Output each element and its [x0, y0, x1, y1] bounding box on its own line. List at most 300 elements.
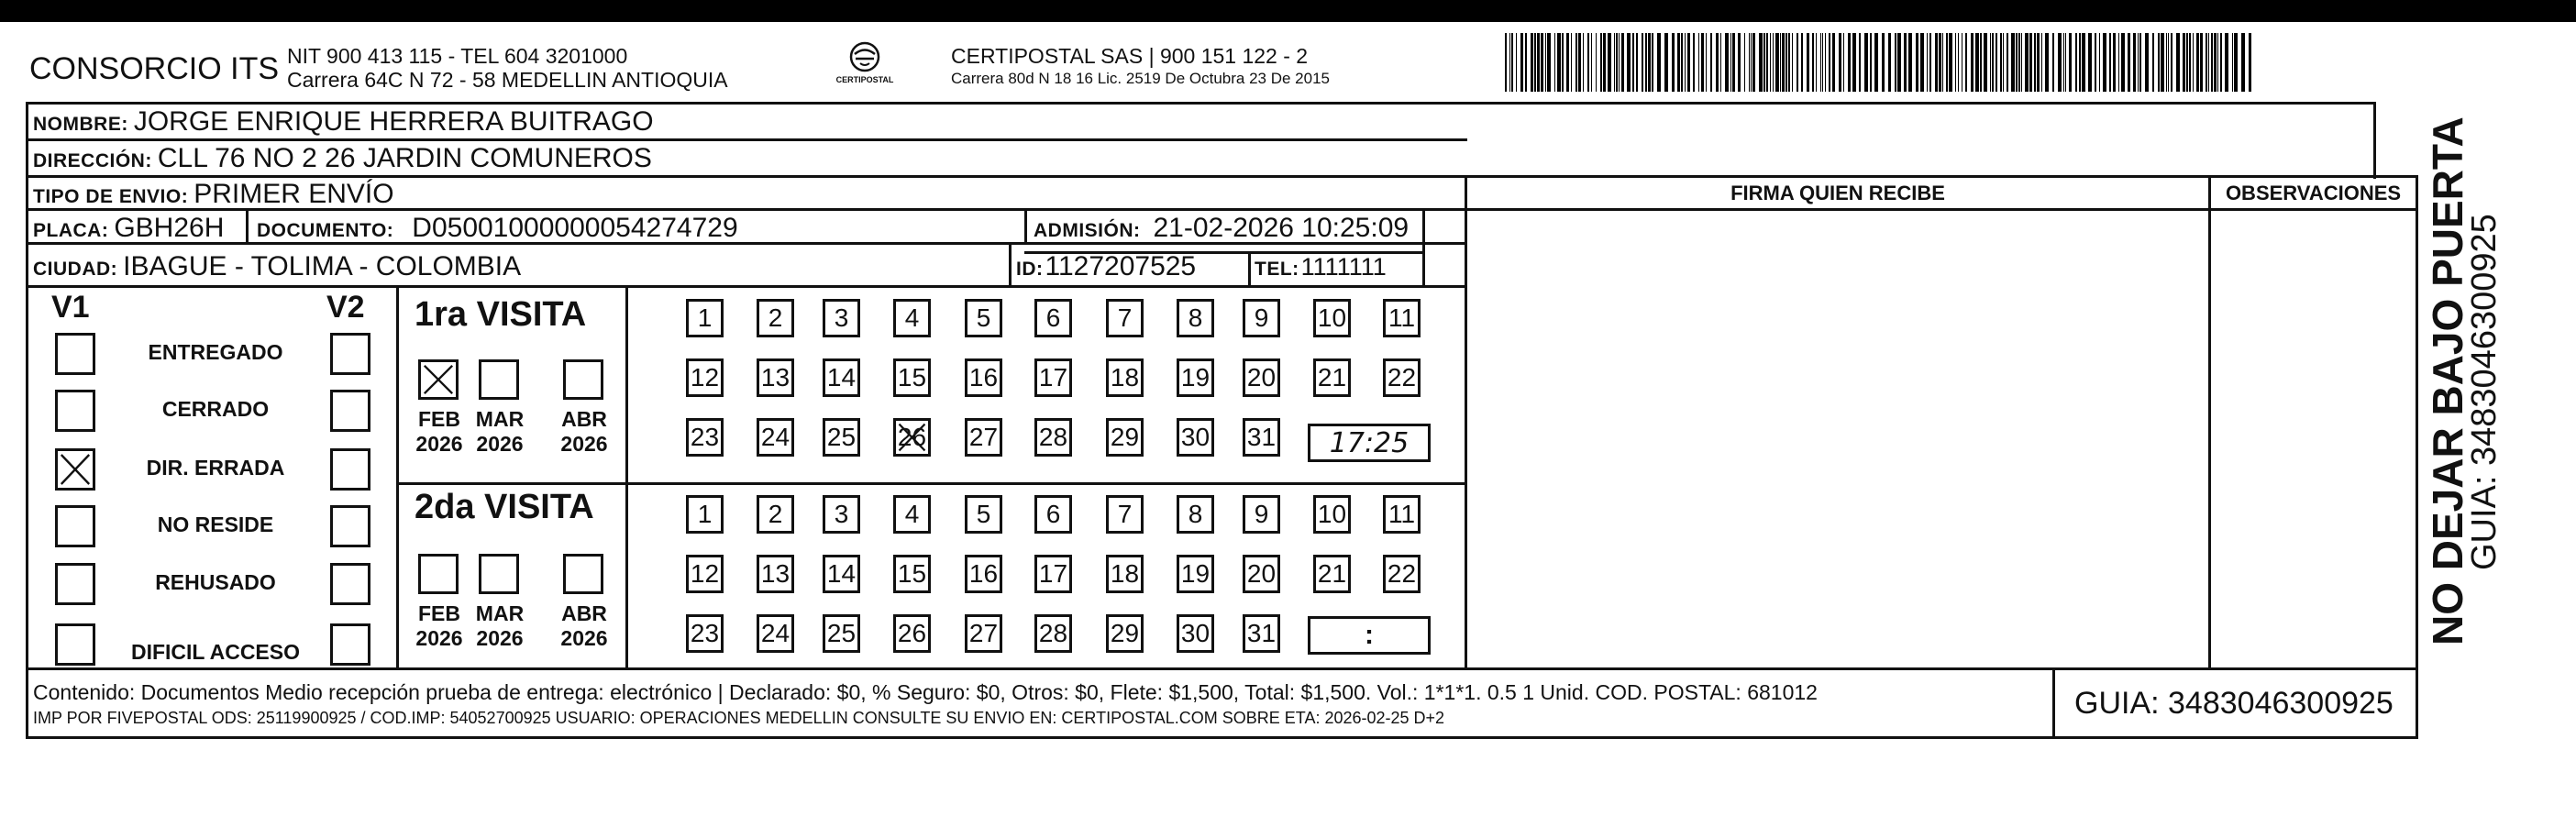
visit2-day-box[interactable]	[757, 555, 794, 593]
barcode-bar	[2249, 33, 2251, 92]
visit1-day-box[interactable]	[823, 299, 860, 337]
logo-caption: CERTIPOSTAL	[835, 75, 894, 84]
visit1-day-box[interactable]	[1177, 299, 1214, 337]
barcode-bar	[2133, 33, 2136, 92]
visit2-month-label	[468, 601, 532, 651]
day-number: 17	[1038, 559, 1068, 588]
visit2-title: 2da VISITA	[415, 488, 594, 526]
barcode-bar	[1710, 33, 1712, 92]
visit2-day-box[interactable]	[823, 614, 860, 653]
tel-label: TEL:	[1255, 259, 1299, 280]
barcode-bar	[1751, 33, 1752, 92]
barcode-bar	[1706, 33, 1707, 92]
visit2-day-box[interactable]	[1177, 495, 1214, 534]
v1-header: V1	[51, 290, 90, 325]
barcode-bar	[1843, 33, 1844, 92]
barcode-bar	[2007, 33, 2008, 92]
status-label: ENTREGADO	[148, 340, 283, 364]
barcode-bar	[1698, 33, 1699, 92]
v1-checkbox[interactable]	[55, 563, 95, 605]
barcode-bar	[1920, 33, 1924, 92]
barcode-bar	[1547, 33, 1551, 92]
visit1-title: 1ra VISITA	[415, 295, 587, 334]
barcode-bar	[1812, 33, 1814, 92]
barcode-bar	[2121, 33, 2125, 92]
visit2-day-box[interactable]	[686, 555, 724, 593]
visit1-day-box[interactable]	[757, 358, 794, 397]
barcode-bar	[1786, 33, 1787, 92]
visit1-day-box[interactable]	[1383, 358, 1421, 397]
visit1-day-box[interactable]	[823, 358, 860, 397]
barcode-bar	[2082, 33, 2085, 92]
barcode-bar	[2037, 33, 2040, 92]
barcode-bar	[1965, 33, 1967, 92]
barcode-bar	[2113, 33, 2116, 92]
visit1-day-box[interactable]	[1106, 358, 1144, 397]
barcode-bar	[2186, 33, 2188, 92]
barcode-bar	[1619, 33, 1620, 92]
tel-value: 1111111	[1300, 253, 1387, 281]
visit1-day-box[interactable]	[1177, 418, 1214, 457]
visit2-day-box[interactable]	[965, 555, 1002, 593]
day-number: 20	[1246, 363, 1277, 391]
day-number: 15	[897, 363, 927, 391]
barcode-bar	[1621, 33, 1624, 92]
barcode-bar	[1672, 33, 1675, 92]
day-number: 17	[1038, 363, 1068, 391]
barcode-bar	[1645, 33, 1647, 92]
v1-checkbox[interactable]	[55, 333, 95, 375]
footer-print-info: IMP POR FIVEPOSTAL ODS: 25119900925 / COD.IMP: 54052700925 USUARIO: OPERACIONES MEDELLIN CONSULTE SU ENVIO EN: CERTIPOSTAL.COM SOBRE ETA: 2026-02-25 D+2	[33, 709, 1445, 727]
barcode-bar	[2103, 33, 2106, 92]
month-year: 2026	[476, 626, 524, 650]
barcode-bar	[1870, 33, 1872, 92]
barcode-bar	[1927, 33, 1928, 92]
visit1-month-checkbox[interactable]	[563, 359, 603, 400]
month-name: MAR	[475, 407, 525, 431]
barcode-bar	[1935, 33, 1938, 92]
visit2-month-checkbox[interactable]	[418, 554, 459, 594]
company-name: CONSORCIO ITS	[29, 51, 280, 86]
barcode-bar	[1562, 33, 1564, 92]
barcode-bar	[1949, 33, 1952, 92]
month-year: 2026	[476, 432, 524, 456]
visit2-day-box[interactable]	[757, 614, 794, 653]
visit2-day-box[interactable]	[1106, 495, 1144, 534]
day-number: 4	[904, 303, 920, 332]
barcode-bar	[1874, 33, 1878, 92]
barcode-bar	[2045, 33, 2049, 92]
barcode-bar	[1614, 33, 1615, 92]
v2-header: V2	[326, 290, 365, 325]
visit1-day-box[interactable]	[1313, 358, 1351, 397]
v2-checkbox[interactable]	[330, 333, 370, 375]
day-number: 18	[1110, 559, 1140, 588]
barcode-bar	[2011, 33, 2015, 92]
visit1-day-box[interactable]	[1034, 418, 1072, 457]
day-number: 28	[1038, 619, 1068, 647]
barcode-bar	[1859, 33, 1861, 92]
day-number: 8	[1188, 500, 1203, 528]
visit1-month-checkbox[interactable]	[479, 359, 519, 400]
footer-guia: GUIA: 3483046300925	[2074, 686, 2394, 721]
visit1-day-box[interactable]	[965, 358, 1002, 397]
visit2-day-box[interactable]	[965, 614, 1002, 653]
day-number: 23	[690, 423, 720, 451]
status-label: NO RESIDE	[157, 513, 274, 536]
admision-value: 21-02-2026 10:25:09	[1153, 213, 1410, 243]
barcode-bar	[1583, 33, 1584, 92]
v1-checkbox[interactable]	[55, 505, 95, 547]
documento-value: D05001000000054274729	[412, 213, 738, 243]
barcode-bar	[1759, 33, 1763, 92]
v2-checkbox[interactable]	[330, 563, 370, 605]
visit1-day-box[interactable]	[893, 418, 931, 457]
barcode-bar	[2206, 33, 2207, 92]
visit1-time-box[interactable]	[1308, 424, 1431, 462]
barcode-bar	[1946, 33, 1948, 92]
status-label: CERRADO	[161, 397, 270, 421]
visit2-day-box[interactable]	[893, 495, 931, 534]
barcode-bar	[1822, 33, 1823, 92]
visit2-day-box[interactable]	[1106, 555, 1144, 593]
barcode-bar	[1730, 33, 1731, 92]
barcode-bar	[2166, 33, 2167, 92]
barcode-bar	[2095, 33, 2096, 92]
nombre-label: NOMBRE:	[33, 114, 128, 135]
barcode-bar	[2138, 33, 2139, 92]
visit1-day-box[interactable]	[1243, 299, 1280, 337]
barcode-bar	[1895, 33, 1896, 92]
barcode-bar	[1955, 33, 1956, 92]
barcode-bar	[2099, 33, 2100, 92]
v2-checkbox[interactable]	[330, 390, 370, 432]
visit2-day-box[interactable]	[1383, 555, 1421, 593]
side-warning: NO DEJAR BAJO PUERTA	[2424, 116, 2471, 645]
visit1-day-box[interactable]	[965, 418, 1002, 457]
visit2-day-box[interactable]	[823, 555, 860, 593]
barcode-bar	[1693, 33, 1695, 92]
status-label: DIR. ERRADA	[146, 456, 285, 480]
barcode-bar	[2168, 33, 2169, 92]
barcode-bar	[2021, 33, 2022, 92]
visit2-month-checkbox[interactable]	[563, 554, 603, 594]
barcode-bar	[1541, 33, 1543, 92]
top-edge-bar	[0, 0, 2576, 22]
day-number: 15	[897, 559, 927, 588]
day-number: 9	[1254, 303, 1269, 332]
id-value: 1127207525	[1045, 251, 1197, 281]
barcode-bar	[2145, 33, 2149, 92]
visit2-day-box[interactable]	[1034, 495, 1072, 534]
month-year: 2026	[415, 626, 463, 650]
day-number: 22	[1387, 559, 1417, 588]
barcode-bar	[1958, 33, 1959, 92]
day-number: 3	[834, 303, 849, 332]
day-number: 20	[1246, 559, 1277, 588]
visit1-day-box[interactable]	[686, 299, 724, 337]
visit1-day-box[interactable]	[1106, 299, 1144, 337]
footer-contents: Contenido: Documentos Medio recepción prueba de entrega: electrónico | Declarado: $0, % Seguro: $0, Otros: $0, Flete: $1,500, Total: $1,500. Vol.: 1*1*1. 0.5 1 Unid. COD. POSTAL: 681012	[33, 680, 1818, 704]
day-number: 18	[1110, 363, 1140, 391]
barcode-bar	[1557, 33, 1561, 92]
direccion-value: CLL 76 NO 2 26 JARDIN COMUNEROS	[157, 143, 652, 173]
day-number: 19	[1180, 559, 1211, 588]
day-number: 11	[1388, 500, 1416, 528]
company-address: Carrera 64C N 72 - 58 MEDELLIN ANTIOQUIA	[287, 68, 728, 92]
visit1-day-box[interactable]	[1177, 358, 1214, 397]
day-number: 7	[1117, 500, 1133, 528]
barcode-bar	[1511, 33, 1513, 92]
visit2-day-box[interactable]	[1243, 555, 1280, 593]
day-number: 2	[768, 500, 783, 528]
day-number: 16	[968, 559, 999, 588]
barcode-bar	[2211, 33, 2213, 92]
barcode-bar	[2158, 33, 2160, 92]
admision-label: ADMISIÓN:	[1034, 220, 1141, 241]
barcode-bar	[2003, 33, 2004, 92]
day-number: 24	[760, 619, 790, 647]
barcode-bar	[1775, 33, 1779, 92]
barcode-bar	[1725, 33, 1729, 92]
visit1-day-box[interactable]	[1243, 418, 1280, 457]
barcode-bar	[2000, 33, 2002, 92]
firma-header: FIRMA QUIEN RECIBE	[1730, 182, 1945, 204]
visit2-day-box[interactable]	[1177, 555, 1214, 593]
month-name: FEB	[418, 407, 460, 431]
visit1-day-box[interactable]	[686, 418, 724, 457]
barcode-bar	[1975, 33, 1979, 92]
day-number: 1	[697, 303, 713, 332]
v1-checkbox[interactable]	[55, 623, 95, 666]
visit1-day-box[interactable]	[893, 299, 931, 337]
barcode-bar	[1971, 33, 1973, 92]
barcode-bar	[2208, 33, 2209, 92]
barcode-bar	[1545, 33, 1546, 92]
day-number: 23	[690, 619, 720, 647]
barcode-bar	[1848, 33, 1851, 92]
barcode-bar	[1773, 33, 1774, 92]
certipostal-logo-icon	[833, 39, 897, 92]
visit1-day-box[interactable]	[823, 418, 860, 457]
barcode-bar	[1897, 33, 1901, 92]
day-number: 16	[968, 363, 999, 391]
day-number: 10	[1317, 500, 1347, 528]
visit2-day-box[interactable]	[1177, 614, 1214, 653]
barcode-bar	[2034, 33, 2036, 92]
day-number: 27	[968, 619, 999, 647]
day-number: 7	[1117, 303, 1133, 332]
month-year: 2026	[560, 432, 608, 456]
company-nit: NIT 900 413 115 - TEL 604 3201000	[287, 44, 628, 68]
barcode-bar	[1587, 33, 1589, 92]
visit2-day-box[interactable]	[686, 614, 724, 653]
visit1-day-box[interactable]	[686, 358, 724, 397]
tipo-envio-value: PRIMER ENVÍO	[193, 179, 394, 209]
barcode-bar	[1749, 33, 1750, 92]
v2-checkbox[interactable]	[330, 623, 370, 666]
visit2-day-box[interactable]	[1243, 495, 1280, 534]
visit2-day-box[interactable]	[1243, 614, 1280, 653]
barcode-bar	[1763, 33, 1765, 92]
observaciones-header: OBSERVACIONES	[2225, 182, 2402, 204]
visit2-month-checkbox[interactable]	[479, 554, 519, 594]
placa-label: PLACA:	[33, 220, 109, 241]
barcode-bar	[1984, 33, 1987, 92]
barcode-bar	[1531, 33, 1533, 92]
visit1-day-box[interactable]	[893, 358, 931, 397]
barcode-bar	[1916, 33, 1918, 92]
visit1-day-box[interactable]	[1106, 418, 1144, 457]
barcode-bar	[1832, 33, 1835, 92]
barcode-bar	[2029, 33, 2032, 92]
barcode-bar	[1904, 33, 1907, 92]
barcode-bar	[2128, 33, 2130, 92]
barcode-bar	[2193, 33, 2194, 92]
barcode-bar	[1657, 33, 1661, 92]
month-name: MAR	[475, 601, 525, 625]
visit1-day-box[interactable]	[757, 418, 794, 457]
day-number: 24	[760, 423, 790, 451]
visit1-day-box[interactable]	[1034, 358, 1072, 397]
day-number: 29	[1110, 423, 1140, 451]
barcode-bar	[2069, 33, 2072, 92]
barcode-bar	[1852, 33, 1856, 92]
ciudad-label: CIUDAD:	[33, 259, 118, 280]
visit1-day-box[interactable]	[1034, 299, 1072, 337]
barcode-bar	[1537, 33, 1540, 92]
visit2-day-box[interactable]	[686, 495, 724, 534]
visit2-time: :	[1365, 620, 1374, 650]
day-number: 9	[1254, 500, 1269, 528]
barcode-bar	[2079, 33, 2081, 92]
barcode-bar	[1681, 33, 1683, 92]
tipo-envio-label: TIPO DE ENVIO:	[33, 186, 189, 207]
barcode-bar	[1505, 33, 1507, 92]
visit2-day-box[interactable]	[965, 495, 1002, 534]
visit1-day-box[interactable]	[1313, 299, 1351, 337]
day-number: 29	[1110, 619, 1140, 647]
visit2-day-box[interactable]	[1313, 555, 1351, 593]
barcode-bar	[1701, 33, 1704, 92]
barcode-bar	[2220, 33, 2222, 92]
barcode-bar	[1554, 33, 1555, 92]
visit2-day-box[interactable]	[823, 495, 860, 534]
barcode-bar	[1648, 33, 1651, 92]
day-number: 11	[1388, 303, 1416, 332]
barcode-bar	[2018, 33, 2020, 92]
visit2-day-box[interactable]	[1383, 495, 1421, 534]
day-number: 31	[1246, 619, 1277, 647]
placa-value: GBH26H	[114, 213, 225, 243]
day-number: 30	[1180, 619, 1211, 647]
month-name: ABR	[561, 407, 607, 431]
day-number: 12	[690, 559, 720, 588]
visit1-time: 17:25	[1329, 426, 1410, 459]
day-number: 13	[760, 559, 790, 588]
barcode-bar	[2052, 33, 2054, 92]
barcode-bar	[1516, 33, 1517, 92]
barcode-bar	[1687, 33, 1690, 92]
visit2-time-box[interactable]	[1308, 616, 1431, 655]
barcode-bar	[2065, 33, 2066, 92]
v2-checkbox[interactable]	[330, 448, 370, 491]
barcode-bar	[1591, 33, 1592, 92]
day-number: 5	[976, 303, 991, 332]
status-label: DIFICIL ACCESO	[130, 640, 300, 664]
visit2-day-box[interactable]	[1034, 555, 1072, 593]
v2-checkbox[interactable]	[330, 505, 370, 547]
visit2-day-box[interactable]	[1106, 614, 1144, 653]
visit1-day-box[interactable]	[1243, 358, 1280, 397]
barcode-bar	[1509, 33, 1510, 92]
day-number: 2	[768, 303, 783, 332]
visit2-day-box[interactable]	[893, 555, 931, 593]
barcode-bar	[1632, 33, 1634, 92]
barcode-bar	[1534, 33, 1536, 92]
id-label: ID:	[1016, 259, 1044, 280]
barcode-bar	[2196, 33, 2199, 92]
barcode-bar	[2161, 33, 2164, 92]
day-number: 19	[1180, 363, 1211, 391]
visit2-day-box[interactable]	[1313, 495, 1351, 534]
day-x-mark-icon	[896, 421, 928, 454]
barcode-bar	[2189, 33, 2191, 92]
v1-checkbox[interactable]	[55, 390, 95, 432]
day-number: 5	[976, 500, 991, 528]
barcode-bar	[1766, 33, 1768, 92]
barcode-bar	[1820, 33, 1821, 92]
barcode-bar	[2016, 33, 2018, 92]
visit1-month-label	[407, 407, 471, 457]
day-number: 6	[1045, 500, 1061, 528]
barcode-bar	[1720, 33, 1721, 92]
visit2-day-box[interactable]	[893, 614, 931, 653]
barcode-bar	[2176, 33, 2180, 92]
day-number: 27	[968, 423, 999, 451]
barcode-bar	[1792, 33, 1793, 92]
barcode-bar	[1566, 33, 1569, 92]
barcode-bar	[2058, 33, 2062, 92]
barcode-bar	[2200, 33, 2203, 92]
visit2-day-box[interactable]	[757, 495, 794, 534]
visit1-day-box[interactable]	[1383, 299, 1421, 337]
visit1-month-label	[552, 407, 616, 457]
barcode-bar	[2241, 33, 2245, 92]
day-number: 25	[826, 423, 857, 451]
barcode-bar	[1929, 33, 1931, 92]
barcode-bar	[1596, 33, 1597, 92]
barcode-bar	[1801, 33, 1803, 92]
day-number: 14	[826, 363, 857, 391]
barcode-bar	[1990, 33, 1991, 92]
visit1-day-box[interactable]	[965, 299, 1002, 337]
v1-checkbox[interactable]	[55, 448, 95, 491]
barcode-bar	[1939, 33, 1941, 92]
barcode-bar	[2075, 33, 2077, 92]
barcode-bar	[2025, 33, 2029, 92]
barcode-bar	[1770, 33, 1771, 92]
visit1-month-checkbox[interactable]	[418, 359, 459, 400]
barcode-bar	[1608, 33, 1611, 92]
visit1-day-box[interactable]	[757, 299, 794, 337]
barcode-bar	[1627, 33, 1631, 92]
visit2-day-box[interactable]	[1034, 614, 1072, 653]
side-guia: GUIA: 3483046300925	[2465, 214, 2504, 570]
barcode-bar	[2152, 33, 2154, 92]
barcode-bar	[1807, 33, 1809, 92]
barcode-bar	[2139, 33, 2141, 92]
